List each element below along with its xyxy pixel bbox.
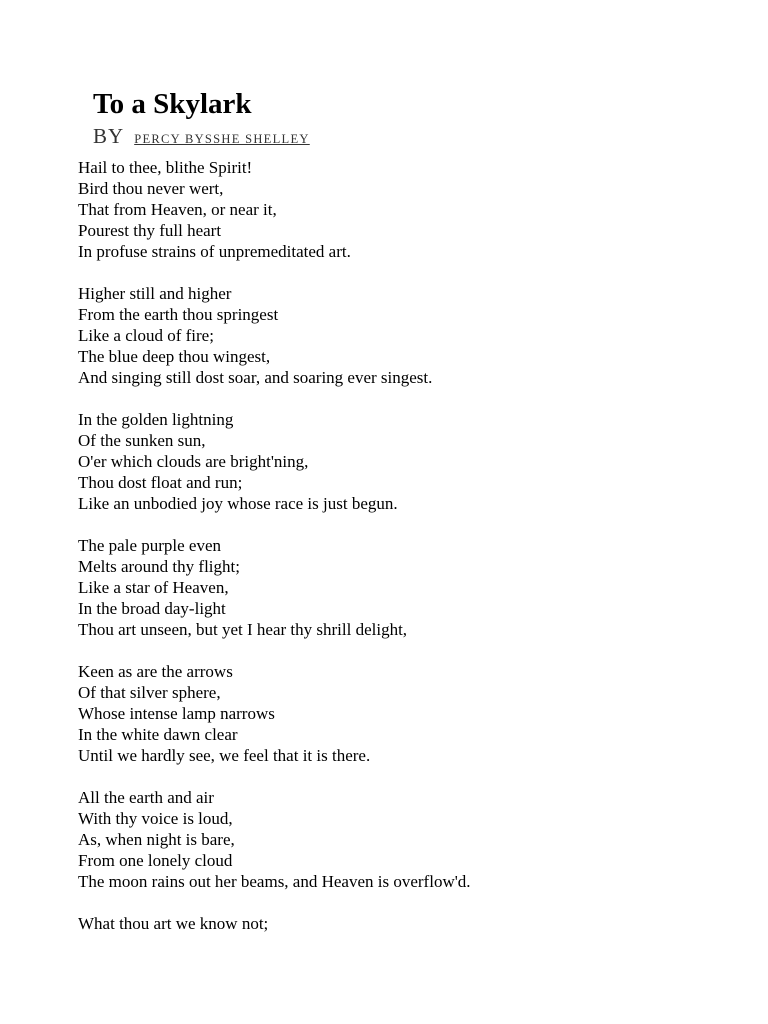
poem-line: And singing still dost soar, and soaring ever singest. bbox=[78, 368, 433, 387]
poem-line: Bird thou never wert, bbox=[78, 179, 224, 198]
poem-line: As, when night is bare, bbox=[78, 830, 235, 849]
poem-line: Thou art unseen, but yet I hear thy shrill delight, bbox=[78, 620, 408, 639]
stanza bbox=[78, 787, 738, 892]
poem-line: In the white dawn clear bbox=[78, 725, 238, 744]
poem-line: From the earth thou springest bbox=[78, 305, 279, 324]
poem-line: Thou dost float and run; bbox=[78, 473, 243, 492]
poem-line: All the earth and air bbox=[78, 788, 214, 807]
poem-line: Higher still and higher bbox=[78, 284, 232, 303]
poem-line: Of that silver sphere, bbox=[78, 683, 221, 702]
poem-line: Until we hardly see, we feel that it is there. bbox=[78, 746, 371, 765]
poem-line: Whose intense lamp narrows bbox=[78, 704, 275, 723]
poem-line: Like an unbodied joy whose race is just begun. bbox=[78, 494, 398, 513]
poem-line: The pale purple even bbox=[78, 536, 222, 555]
poem-line: Keen as are the arrows bbox=[78, 662, 233, 681]
poem-body bbox=[78, 157, 738, 955]
poem-line: The moon rains out her beams, and Heaven is overflow'd. bbox=[78, 872, 471, 891]
poem-line: Of the sunken sun, bbox=[78, 431, 206, 450]
stanza bbox=[78, 283, 738, 388]
poem-line: That from Heaven, or near it, bbox=[78, 200, 277, 219]
author-link[interactable]: PERCY BYSSHE SHELLEY bbox=[134, 132, 310, 146]
poem-line: In the broad day-light bbox=[78, 599, 226, 618]
stanza bbox=[78, 157, 738, 262]
poem-line: O'er which clouds are bright'ning, bbox=[78, 452, 309, 471]
stanza bbox=[78, 409, 738, 514]
poem-line: What thou art we know not; bbox=[78, 914, 269, 933]
stanza bbox=[78, 913, 738, 934]
poem-line: From one lonely cloud bbox=[78, 851, 233, 870]
stanza bbox=[78, 535, 738, 640]
poem-title: To a Skylark bbox=[93, 88, 252, 120]
poem-line: Melts around thy flight; bbox=[78, 557, 240, 576]
poem-line: Pourest thy full heart bbox=[78, 221, 222, 240]
poem-line: Like a cloud of fire; bbox=[78, 326, 214, 345]
poem-line: Like a star of Heaven, bbox=[78, 578, 229, 597]
poem-line: Hail to thee, blithe Spirit! bbox=[78, 158, 253, 177]
poem-line: The blue deep thou wingest, bbox=[78, 347, 271, 366]
byline bbox=[93, 124, 310, 151]
poem-line: With thy voice is loud, bbox=[78, 809, 233, 828]
poem-line: In the golden lightning bbox=[78, 410, 234, 429]
byline-prefix: BY bbox=[93, 124, 125, 148]
poem-line: In profuse strains of unpremeditated art. bbox=[78, 242, 351, 261]
stanza bbox=[78, 661, 738, 766]
